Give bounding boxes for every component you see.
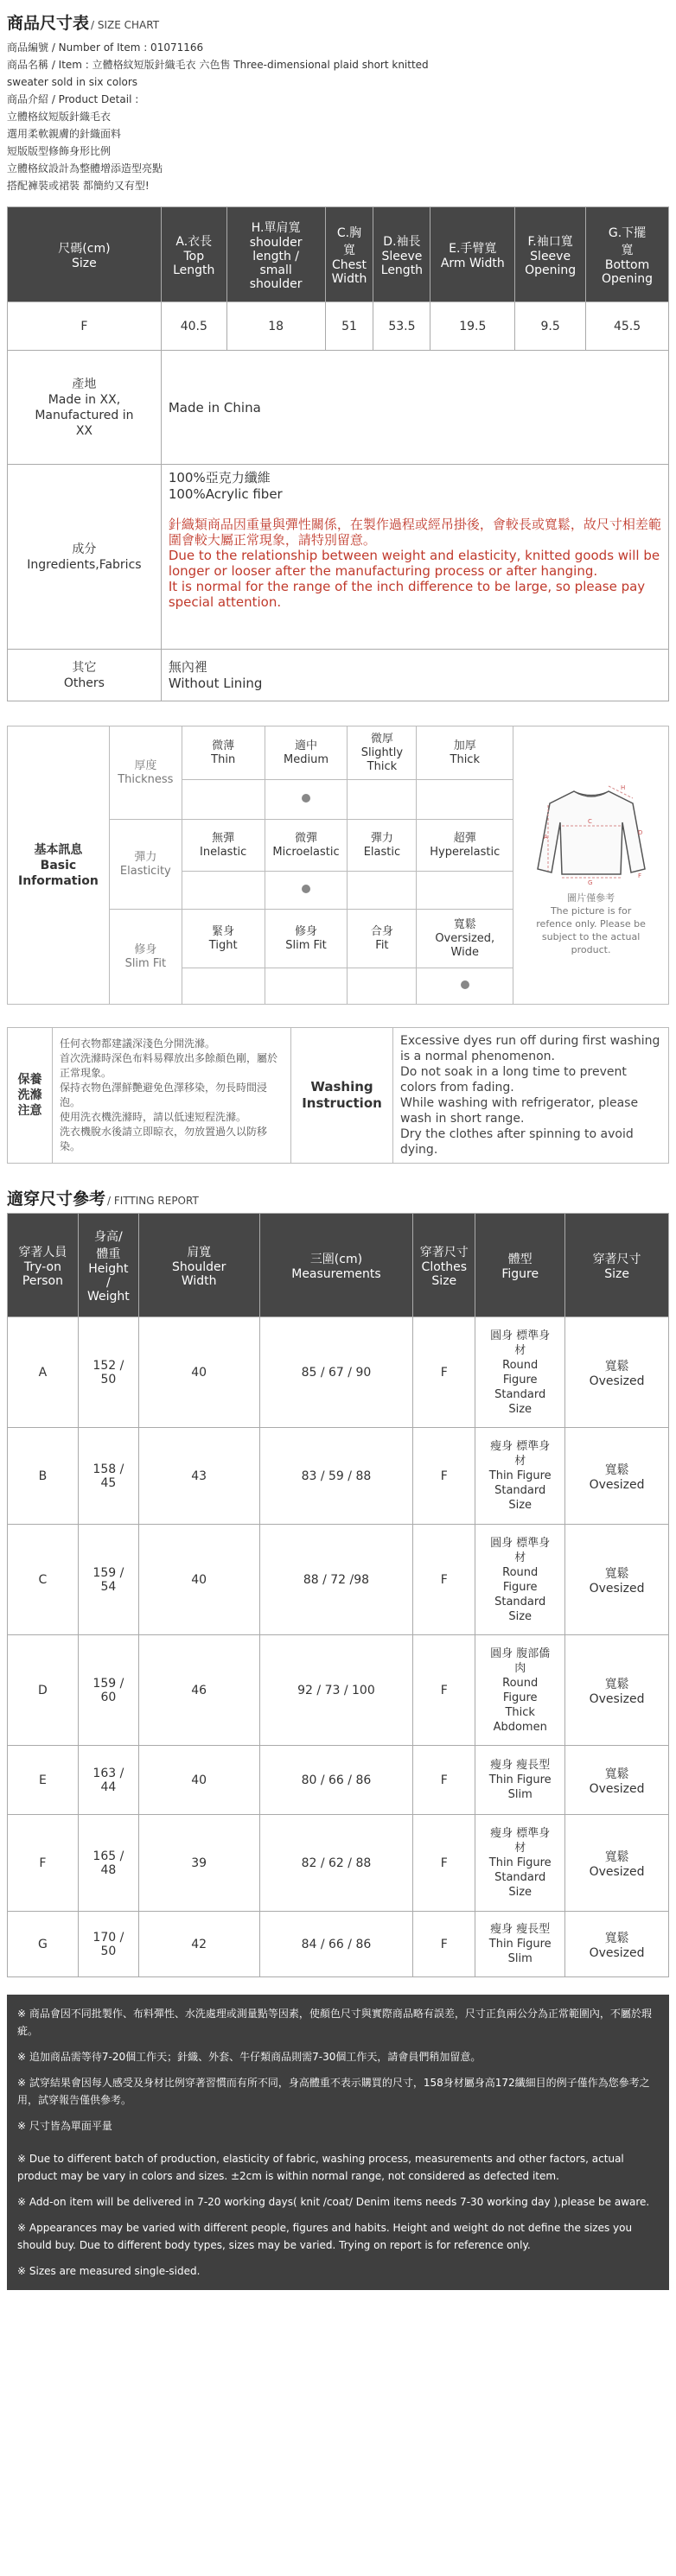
washing-zh-item: 使用洗衣機洗滌時，請以低速短程洗滌。 <box>60 1111 247 1123</box>
fitting-cell: B <box>8 1428 79 1525</box>
fitting-cell: 寬鬆 Ovesized <box>565 1635 669 1746</box>
washing-zh-item: 洗衣機脫水後請立即晾衣，勿放置過久以防移染。 <box>60 1126 268 1152</box>
note-item: ※ 試穿結果會因每人感受及身材比例穿著習慣而有所不同，身高體重不表示購買的尺寸，158身材屬身高172纖細目的例子僅作為您參考之用，試穿報告僅供參考。 <box>17 2077 650 2106</box>
fitting-cell: C <box>8 1525 79 1635</box>
fitting-cell: F <box>413 1912 475 1977</box>
fitting-cell: 158 / 45 <box>78 1428 138 1525</box>
size-cell: 51 <box>325 302 373 351</box>
thickness-slot <box>182 780 265 820</box>
fitting-subtitle: / FITTING REPORT <box>107 1195 199 1207</box>
origin-label: 產地 Made in XX, Manufactured in XX <box>8 351 162 465</box>
washing-label-zh: 保養 洗滌 注意 <box>8 1028 53 1164</box>
sweater-illustration-icon <box>531 774 652 886</box>
fitting-cell: E <box>8 1746 79 1815</box>
table-row <box>8 1317 669 1428</box>
fitting-cell: 40 <box>138 1746 259 1815</box>
fitting-cell: F <box>413 1428 475 1525</box>
info-line: 短版版型修飾身形比例 <box>7 145 112 157</box>
fitting-cell: F <box>413 1525 475 1635</box>
size-cell: 45.5 <box>586 302 669 351</box>
fitting-cell: 圓身 腹部僑 肉 Round Figure Thick Abdomen <box>475 1635 565 1746</box>
fitting-cell: F <box>413 1317 475 1428</box>
product-info <box>7 39 669 194</box>
size-cell: F <box>8 302 162 351</box>
thickness-slot-selected <box>265 780 348 820</box>
fitting-cell: 83 / 59 / 88 <box>259 1428 413 1525</box>
svg-text:G: G <box>587 879 593 886</box>
size-header: F.袖口寬 Sleeve Opening <box>515 207 586 302</box>
others-value: 無內裡 Without Lining <box>161 650 668 701</box>
svg-text:C: C <box>587 818 592 825</box>
washing-zh-item: 保持衣物色澤鮮艷避免色澤移染，勿長時間浸泡。 <box>60 1082 268 1108</box>
note-item: ※ Appearances may be varied with different people, figures and habits. Height and weight do not define the sizes you should buy. Due to different body types, sizes may be varied. Trying on report is for reference only. <box>17 2222 633 2251</box>
info-line: 選用柔軟親膚的針織面料 <box>7 128 122 140</box>
fitting-cell: 80 / 66 / 86 <box>259 1746 413 1815</box>
selected-dot-icon <box>461 980 469 989</box>
size-header: D.袖長 Sleeve Length <box>373 207 430 302</box>
thickness-label: 厚度 Thickness <box>109 726 182 820</box>
thickness-slot <box>348 780 417 820</box>
ingredients-cell <box>161 465 668 650</box>
size-table <box>7 206 669 701</box>
fitting-cell: 88 / 72 /98 <box>259 1525 413 1635</box>
fitting-header-cell: 體型 Figure <box>475 1214 565 1317</box>
washing-en-item: Excessive dyes run off during first washing is a normal phenomenon. <box>400 1034 660 1063</box>
fitting-header-cell: 穿著尺寸 Clothes Size <box>413 1214 475 1317</box>
elasticity-slot <box>348 872 417 910</box>
fitting-cell: 46 <box>138 1635 259 1746</box>
note-item: ※ Due to different batch of production, elasticity of fabric, washing process, measurements and other factors, actual product may be vary in colors and sizes. ±2cm is within normal range, not considered as defected item. <box>17 2153 624 2182</box>
table-row <box>8 1746 669 1815</box>
fit-slot <box>265 968 348 1005</box>
basic-info-table <box>7 726 669 1005</box>
fitting-cell: 40 <box>138 1525 259 1635</box>
elasticity-label: 彈力 Elasticity <box>109 820 182 910</box>
fit-slot <box>348 968 417 1005</box>
thickness-option: 適中 Medium <box>265 726 348 780</box>
fitting-cell: 165 / 48 <box>78 1815 138 1912</box>
thickness-option: 微厚 Slightly Thick <box>348 726 417 780</box>
svg-text:A: A <box>543 834 548 841</box>
fitting-header-cell: 三圍(cm) Measurements <box>259 1214 413 1317</box>
ingredients-value: 100%亞克力纖維 100%Acrylic fiber <box>168 470 283 502</box>
elasticity-option: 彈力 Elastic <box>348 820 417 872</box>
washing-zh-list <box>53 1028 291 1164</box>
fitting-cell: 43 <box>138 1428 259 1525</box>
info-line: 商品編號 / Number of Item : 01071166 <box>7 41 204 54</box>
fitting-cell: 寬鬆 Ovesized <box>565 1815 669 1912</box>
fitting-cell: 瘦身 瘦長型 Thin Figure Slim <box>475 1746 565 1815</box>
fitting-cell: 圓身 標準身 材 Round Figure Standard Size <box>475 1525 565 1635</box>
fitting-cell: 39 <box>138 1815 259 1912</box>
fitting-header-cell: 身高/ 體重 Height / Weight <box>78 1214 138 1317</box>
fitting-cell: 84 / 66 / 86 <box>259 1912 413 1977</box>
size-chart-header <box>7 10 669 34</box>
fitting-cell: 163 / 44 <box>78 1746 138 1815</box>
fitting-cell: F <box>413 1635 475 1746</box>
fitting-header-cell: 穿著人員 Try-on Person <box>8 1214 79 1317</box>
origin-value: Made in China <box>161 351 668 465</box>
svg-text:D: D <box>637 829 642 836</box>
page-title: 商品尺寸表 <box>7 14 90 33</box>
note-item: ※ Sizes are measured single-sided. <box>17 2265 201 2277</box>
info-line: sweater sold in six colors <box>7 76 138 88</box>
fitting-header-cell: 穿著尺寸 Size <box>565 1214 669 1317</box>
fitting-cell: 159 / 60 <box>78 1635 138 1746</box>
fitting-cell: D <box>8 1635 79 1746</box>
info-line: 搭配褲裝或裙裝 都簡約又有型! <box>7 180 150 192</box>
note-item: ※ 商品會因不同批製作、布料彈性、水洗處理或測量點等因素，使顏色尺寸與實際商品略有誤差，尺寸正負兩公分為正常範圍內，不屬於瑕疵。 <box>17 2008 652 2037</box>
size-header: H.單肩寬 shoulder length / small shoulder <box>226 207 325 302</box>
fit-label: 修身 Slim Fit <box>109 910 182 1005</box>
fitting-cell: 瘦身 標準身 材 Thin Figure Standard Size <box>475 1428 565 1525</box>
washing-en-list <box>393 1028 669 1164</box>
note-item: ※ 尺寸皆為單面平量 <box>17 2120 112 2132</box>
elasticity-option: 微彈 Microelastic <box>265 820 348 872</box>
info-line: 商品介紹 / Product Detail : <box>7 93 139 105</box>
fitting-header <box>7 1186 669 1209</box>
info-line: 立體格紋短版針織毛衣 <box>7 111 112 123</box>
fitting-cell: F <box>413 1815 475 1912</box>
ingredients-note: 針織類商品因重量與彈性關係，在製作過程或經吊掛後，會較長或寬鬆，故尺寸相差範圍會較大屬正常現象，請特別留意。 Due to the relationship between weight and elasticity, knitted goods will be longer or looser after the manufacturing process or after hanging. It is normal for the range of the inch difference to be large, so please pay special attention. <box>168 517 661 610</box>
size-header: 尺碼(cm) Size <box>8 207 162 302</box>
fit-option: 合身 Fit <box>348 910 417 968</box>
table-row <box>8 1428 669 1525</box>
size-header: C.胸 寬 Chest Width <box>325 207 373 302</box>
table-row <box>8 1635 669 1746</box>
thickness-option: 微薄 Thin <box>182 726 265 780</box>
fit-slot <box>182 968 265 1005</box>
fitting-cell: 82 / 62 / 88 <box>259 1815 413 1912</box>
fitting-cell: G <box>8 1912 79 1977</box>
fitting-cell: 寬鬆 Ovesized <box>565 1912 669 1977</box>
washing-en-item: Do not soak in a long time to prevent colors from fading. <box>400 1065 627 1094</box>
fitting-cell: 寬鬆 Ovesized <box>565 1428 669 1525</box>
picture-caption: 圖片僅參考 The picture is for refence only. Please be subject to the actual product. <box>536 892 646 955</box>
table-row <box>8 1912 669 1977</box>
fitting-cell: 圓身 標準身 材 Round Figure Standard Size <box>475 1317 565 1428</box>
ingredients-label: 成分 Ingredients,Fabrics <box>8 465 162 650</box>
svg-text:H: H <box>620 784 625 791</box>
fitting-cell: 85 / 67 / 90 <box>259 1317 413 1428</box>
fit-option: 修身 Slim Fit <box>265 910 348 968</box>
fitting-cell: 42 <box>138 1912 259 1977</box>
elasticity-slot <box>182 872 265 910</box>
fitting-cell: A <box>8 1317 79 1428</box>
sweater-diagram-cell <box>513 726 669 1005</box>
selected-dot-icon <box>302 794 310 803</box>
table-row <box>8 1525 669 1635</box>
washing-label-en: Washing Instruction <box>291 1028 393 1164</box>
thickness-slot <box>417 780 513 820</box>
fitting-cell: 寬鬆 Ovesized <box>565 1525 669 1635</box>
thickness-option: 加厚 Thick <box>417 726 513 780</box>
fitting-cell: 瘦身 瘦長型 Thin Figure Slim <box>475 1912 565 1977</box>
fitting-cell: 152 / 50 <box>78 1317 138 1428</box>
size-cell: 9.5 <box>515 302 586 351</box>
washing-zh-item: 首次洗滌時深色布料易釋放出多餘顏色剛，屬於正常現象。 <box>60 1052 278 1079</box>
size-header: G.下擺 寬 Bottom Opening <box>586 207 669 302</box>
size-cell: 40.5 <box>161 302 226 351</box>
elasticity-option: 無彈 Inelastic <box>182 820 265 872</box>
info-line: 立體格紋設計為整體增添造型亮點 <box>7 162 163 174</box>
note-item: ※ 追加商品需等待7-20個工作天；針織、外套、牛仔類商品則需7-30個工作天，請會員們稍加留意。 <box>17 2051 481 2063</box>
svg-text:F: F <box>637 872 641 879</box>
fitting-table <box>7 1213 669 1977</box>
fitting-cell: F <box>413 1746 475 1815</box>
washing-en-item: While washing with refrigerator, please wash in short range. <box>400 1096 639 1126</box>
fitting-cell: 瘦身 標準身 材 Thin Figure Standard Size <box>475 1815 565 1912</box>
info-line: 商品名稱 / Item : 立體格紋短版針織毛衣 六色售 Three-dimensional plaid short knitted <box>7 59 429 71</box>
fitting-cell: 159 / 54 <box>78 1525 138 1635</box>
washing-table <box>7 1027 669 1164</box>
others-label: 其它 Others <box>8 650 162 701</box>
fitting-header-cell: 肩寬 Shoulder Width <box>138 1214 259 1317</box>
elasticity-slot <box>417 872 513 910</box>
size-cell: 18 <box>226 302 325 351</box>
fitting-cell: 40 <box>138 1317 259 1428</box>
fit-option: 緊身 Tight <box>182 910 265 968</box>
fitting-cell: 寬鬆 Ovesized <box>565 1317 669 1428</box>
sweater-diagram <box>513 774 668 956</box>
elasticity-option: 超彈 Hyperelastic <box>417 820 513 872</box>
fit-option: 寬鬆 Oversized, Wide <box>417 910 513 968</box>
size-cell: 53.5 <box>373 302 430 351</box>
size-header: A.衣長 Top Length <box>161 207 226 302</box>
fitting-cell: 92 / 73 / 100 <box>259 1635 413 1746</box>
note-item: ※ Add-on item will be delivered in 7-20 working days( knit /coat/ Denim items needs 7-30 working day ),please be aware. <box>17 2196 650 2208</box>
washing-zh-item: 任何衣物都建議深淺色分開洗滌。 <box>60 1037 216 1050</box>
notes-box <box>7 1995 669 2290</box>
size-cell: 19.5 <box>430 302 515 351</box>
fitting-cell: 170 / 50 <box>78 1912 138 1977</box>
fit-slot-selected <box>417 968 513 1005</box>
elasticity-slot-selected <box>265 872 348 910</box>
fitting-cell: F <box>8 1815 79 1912</box>
basic-info-label: 基本訊息 Basic Information <box>8 726 110 1005</box>
table-row <box>8 1815 669 1912</box>
size-header: E.手臂寬 Arm Width <box>430 207 515 302</box>
selected-dot-icon <box>302 885 310 893</box>
page-subtitle: / SIZE CHART <box>91 19 160 31</box>
fitting-cell: 寬鬆 Ovesized <box>565 1746 669 1815</box>
fitting-title: 適穿尺寸參考 <box>7 1190 106 1209</box>
washing-en-item: Dry the clothes after spinning to avoid dying. <box>400 1127 634 1157</box>
